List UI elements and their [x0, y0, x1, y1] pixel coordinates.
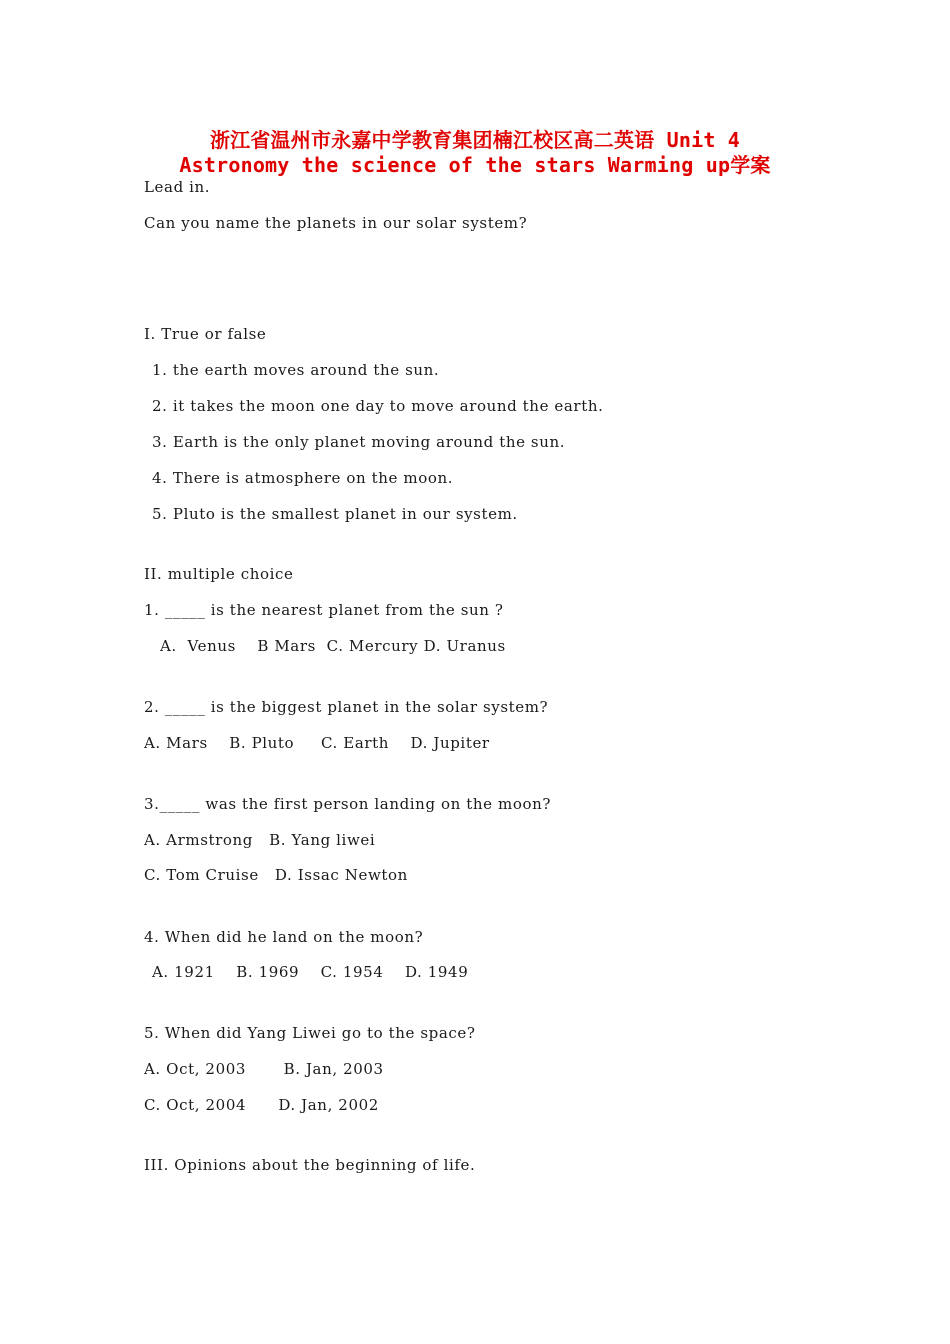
document-title-line-2: Astronomy the science of the stars Warming up学案: [179, 153, 771, 177]
mc-question-5: 5. When did Yang Liwei go to the space?: [144, 1024, 476, 1042]
mc-question-5-options-c-d: C. Oct, 2004 D. Jan, 2002: [144, 1096, 379, 1114]
mc-question-4: 4. When did he land on the moon?: [144, 928, 424, 946]
mc-question-3: 3._____ was the first person landing on the moon?: [144, 795, 551, 813]
true-false-item-2: 2. it takes the moon one day to move around the earth.: [152, 397, 604, 415]
mc-question-2: 2. _____ is the biggest planet in the solar system?: [144, 698, 549, 716]
mc-question-4-options: A. 1921 B. 1969 C. 1954 D. 1949: [152, 963, 469, 981]
true-false-item-4: 4. There is atmosphere on the moon.: [152, 469, 454, 487]
lead-in-label: Lead in.: [144, 178, 211, 196]
section-3-heading: III. Opinions about the beginning of life.: [144, 1156, 476, 1174]
mc-question-3-options-a-b: A. Armstrong B. Yang liwei: [144, 831, 376, 849]
mc-question-1: 1. _____ is the nearest planet from the sun ?: [144, 601, 504, 619]
document-title-line-1: 浙江省温州市永嘉中学教育集团楠江校区高二英语 Unit 4: [209, 128, 741, 152]
true-false-item-5: 5. Pluto is the smallest planet in our system.: [152, 505, 518, 523]
true-false-item-1: 1. the earth moves around the sun.: [152, 361, 440, 379]
mc-question-2-options: A. Mars B. Pluto C. Earth D. Jupiter: [144, 734, 490, 752]
true-false-item-3: 3. Earth is the only planet moving around the sun.: [152, 433, 566, 451]
section-1-heading: I. True or false: [144, 325, 267, 343]
lead-in-question: Can you name the planets in our solar system?: [144, 214, 528, 232]
mc-question-1-options: A. Venus B Mars C. Mercury D. Uranus: [160, 637, 506, 655]
section-2-heading: II. multiple choice: [144, 565, 294, 583]
mc-question-5-options-a-b: A. Oct, 2003 B. Jan, 2003: [144, 1060, 384, 1078]
mc-question-3-options-c-d: C. Tom Cruise D. Issac Newton: [144, 866, 408, 884]
